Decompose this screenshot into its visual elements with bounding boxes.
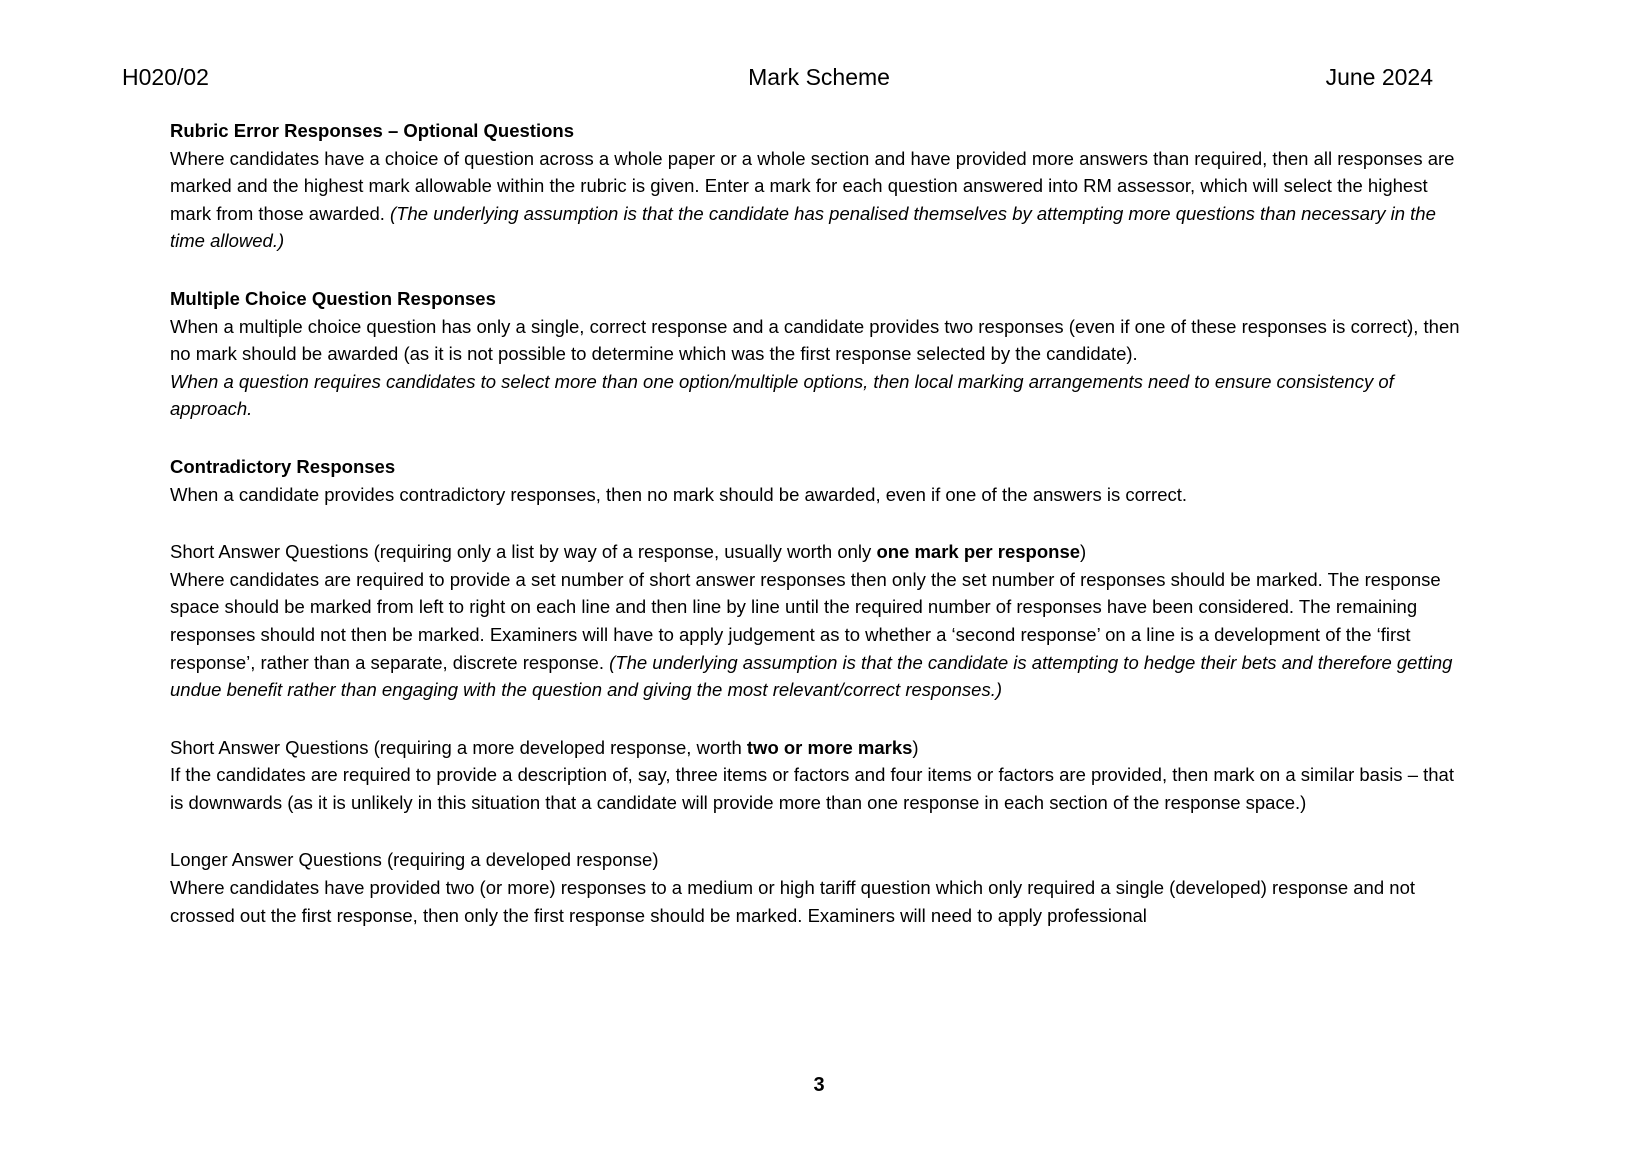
section-heading: [170, 734, 1468, 762]
paragraph-text-run: When a question requires candidates to select more than one option/multiple options, then local marking arrangements need to ensure consistency of approach.: [170, 370, 1394, 420]
heading-text-run: Short Answer Questions (requiring only a list by way of a response, usually worth only: [170, 541, 877, 563]
heading-text-run: Contradictory Responses: [170, 455, 396, 477]
heading-text-run: ): [912, 736, 919, 758]
paragraph: [170, 761, 1468, 816]
paragraph: [170, 874, 1468, 929]
heading-text-run: two or more marks: [746, 736, 913, 758]
heading-text-run: one mark per response: [876, 541, 1081, 563]
section-longer-answer-questions: [170, 846, 1468, 929]
paragraph-text-run: (The underlying assumption is that the candidate has penalised themselves by attempting more questions than necessary in the time allowed.): [170, 202, 1436, 252]
header-paper-code: H020/02: [122, 64, 209, 90]
section-heading: [170, 846, 1468, 874]
section-multiple-choice-question-responses: [170, 285, 1468, 423]
section-heading: [170, 117, 1468, 145]
paragraph-text-run: If the candidates are required to provide a description of, say, three items or factors and four items or factors are provided, then mark on a similar basis – that is downwards (as it is unlikely in this situation that a candidate will provide more than one response in each section of the response space.): [170, 764, 1454, 813]
header-title: Mark Scheme: [748, 64, 890, 90]
heading-text-run: Longer Answer Questions (requiring a developed response): [170, 849, 659, 871]
paragraph-text-run: Where candidates have a choice of question across a whole paper or a whole section and have provided more answers than required, then all responses are marked and the highest mark allowable within the rubric is given. Enter a mark for each question answered into RM assessor, which will select the highest mark from those awarded.: [170, 147, 1455, 224]
heading-text-run: Multiple Choice Question Responses: [170, 287, 496, 309]
paragraph-text-run: (The underlying assumption is that the candidate is attempting to hedge their bets and therefore getting undue benefit rather than engaging with the question and giving the most relevant/correct responses.): [170, 651, 1453, 701]
section-short-answer-questions-developed: [170, 734, 1468, 817]
heading-text-run: Short Answer Questions (requiring a more developed response, worth: [170, 736, 747, 758]
document-body: [170, 117, 1468, 959]
section-contradictory-responses: [170, 453, 1468, 508]
heading-text-run: ): [1080, 541, 1087, 563]
document-header: [122, 62, 1516, 92]
document-footer: [0, 1072, 1638, 1098]
section-short-answer-questions-list: [170, 538, 1468, 704]
paragraph-text-run: Where candidates are required to provide a set number of short answer responses then only the set number of responses should be marked. The response space should be marked from left to right on each line and then line by line until the required number of responses have been considered. The remaining responses should not then be marked. Examiners will have to apply judgement as to whether a ‘second response’ on a line is a development of the ‘first response’, rather than a separate, discrete response.: [170, 568, 1441, 673]
paragraph-text-run: Where candidates have provided two (or more) responses to a medium or high tariff question which only required a single (developed) response and not crossed out the first response, then only the first response should be marked. Examiners will need to apply professional: [170, 877, 1415, 926]
page-number: 3: [813, 1074, 825, 1096]
paragraph: [170, 566, 1468, 704]
paragraph: [170, 368, 1468, 423]
paragraph: [170, 313, 1468, 368]
section-rubric-error-responses: [170, 117, 1468, 255]
header-date: June 2024: [1325, 64, 1433, 90]
paragraph: [170, 145, 1468, 255]
section-heading: [170, 538, 1468, 566]
paragraph: [170, 481, 1468, 509]
section-heading: [170, 453, 1468, 481]
paragraph-text-run: When a multiple choice question has only a single, correct response and a candidate provides two responses (even if one of these responses is correct), then no mark should be awarded (as it is not possible to determine which was the first response selected by the candidate).: [170, 315, 1460, 365]
paragraph-text-run: When a candidate provides contradictory responses, then no mark should be awarded, even if one of the answers is correct.: [170, 483, 1188, 505]
heading-text-run: Rubric Error Responses – Optional Questions: [170, 120, 575, 141]
section-heading: [170, 285, 1468, 313]
